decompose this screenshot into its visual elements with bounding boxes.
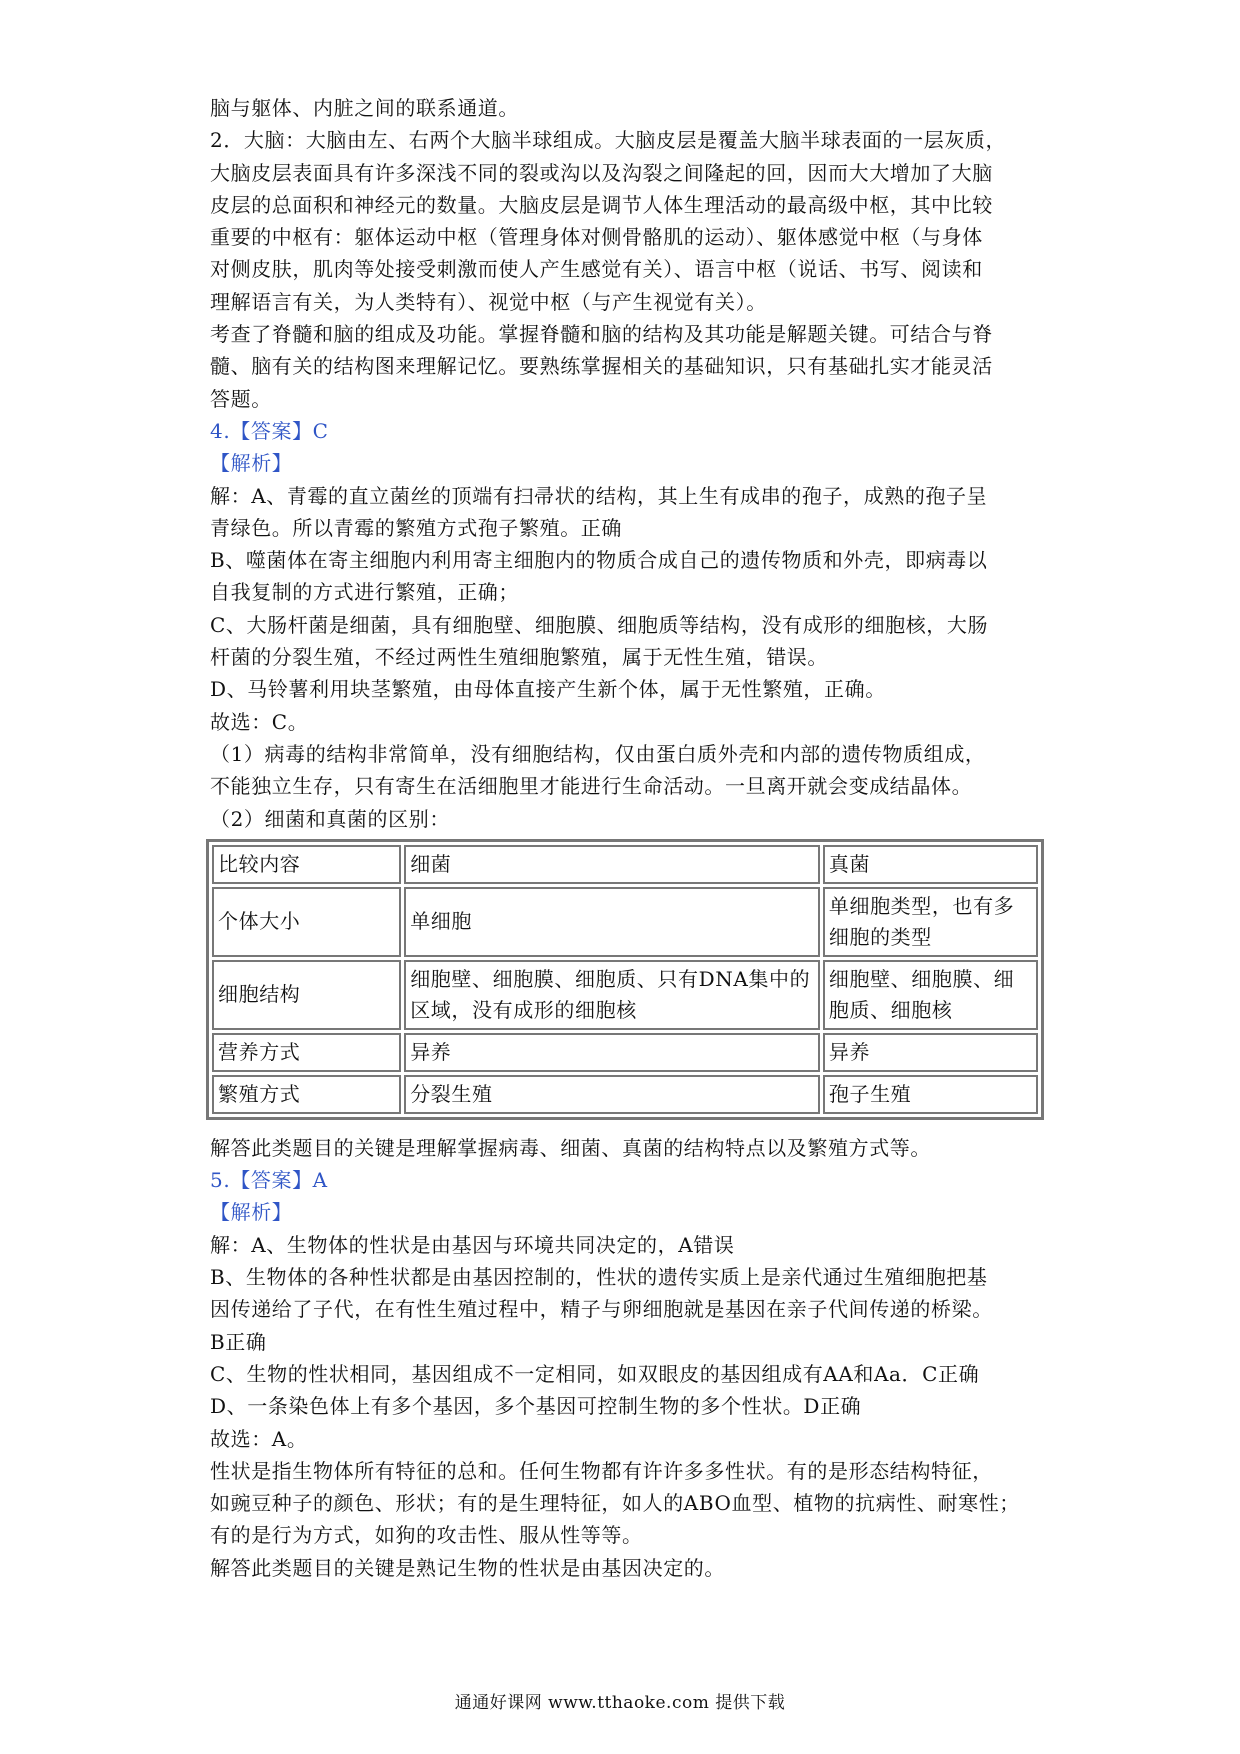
text-line: B、生物体的各种性状都是由基因控制的，性状的遗传实质上是亲代通过生殖细胞把基 (210, 1265, 988, 1290)
table-cell: 细胞结构 (212, 960, 401, 1030)
table-cell: 比较内容 (212, 845, 401, 884)
table-cell: 异养 (823, 1033, 1038, 1072)
table-cell: 真菌 (823, 845, 1038, 884)
document-body (210, 92, 1040, 1584)
text-line: （1）病毒的结构非常简单，没有细胞结构，仅由蛋白质外壳和内部的遗传物质组成， (210, 741, 986, 766)
table-cell: 孢子生殖 (823, 1075, 1038, 1114)
text-line: 性状是指生物体所有特征的总和。任何生物都有许许多多性状。有的是形态结构特征， (210, 1458, 993, 1483)
text-line: 脑与躯体、内脏之间的联系通道。 (210, 96, 519, 120)
analysis-heading: 【解析】 (210, 1200, 293, 1225)
text-line: 解：A、青霉的直立菌丝的顶端有扫帚状的结构，其上生有成串的孢子，成熟的孢子呈 (210, 483, 988, 508)
table-cell: 营养方式 (212, 1033, 401, 1072)
answer-heading: 4.【答案】C (210, 418, 329, 443)
text-line: 解答此类题目的关键是熟记生物的性状是由基因决定的。 (210, 1555, 725, 1580)
text-line: 皮层的总面积和神经元的数量。大脑皮层是调节人体生理活动的最高级中枢，其中比较 (210, 192, 993, 217)
text-line: 髓、脑有关的结构图来理解记忆。要熟练掌握相关的基础知识，只有基础扎实才能灵活 (210, 354, 993, 379)
bacteria-fungi-comparison-table (206, 839, 1044, 1120)
text-line: 自我复制的方式进行繁殖，正确； (210, 580, 519, 605)
table-row (212, 1033, 1038, 1072)
table-row (212, 960, 1038, 1030)
text-line: 理解语言有关，为人类特有）、视觉中枢（与产生视觉有关）。 (210, 289, 767, 314)
text-line: B、噬菌体在寄主细胞内利用寄主细胞内的物质合成自己的遗传物质和外壳，即病毒以 (210, 548, 988, 573)
table-cell: 细胞壁、细胞膜、细胞质、只有DNA集中的区域，没有成形的细胞核 (404, 960, 820, 1030)
table-row (212, 887, 1038, 957)
analysis-heading: 【解析】 (210, 451, 293, 476)
page-footer: 通通好课网 www.tthaoke.com 提供下载 (454, 1693, 786, 1713)
text-line: B正确 (210, 1329, 267, 1354)
text-line: C、大肠杆菌是细菌，具有细胞壁、细胞膜、细胞质等结构，没有成形的细胞核，大肠 (210, 612, 989, 637)
table-cell: 分裂生殖 (404, 1075, 820, 1114)
table-row (212, 845, 1038, 884)
question-4 (210, 415, 1040, 1164)
table-cell: 细胞壁、细胞膜、细胞质、细胞核 (823, 960, 1038, 1030)
paragraph-brain (210, 92, 1040, 415)
text-line: 答题。 (210, 386, 272, 411)
text-line: 解答此类题目的关键是理解掌握病毒、细菌、真菌的结构特点以及繁殖方式等。 (210, 1135, 931, 1160)
question-5 (210, 1164, 1040, 1584)
table-cell: 单细胞类型，也有多细胞的类型 (823, 887, 1038, 957)
text-line: C、生物的性状相同，基因组成不一定相同，如双眼皮的基因组成有AA和Aa．C正确 (210, 1361, 980, 1386)
text-line: 如豌豆种子的颜色、形状；有的是生理特征，如人的ABO血型、植物的抗病性、耐寒性； (210, 1491, 1020, 1516)
text-line: （2）细菌和真菌的区别： (210, 806, 450, 831)
text-line: 解：A、生物体的性状是由基因与环境共同决定的，A错误 (210, 1232, 735, 1257)
text-line: 有的是行为方式，如狗的攻击性、服从性等等。 (210, 1523, 643, 1548)
text-line: 不能独立生存，只有寄生在活细胞里才能进行生命活动。一旦离开就会变成结晶体。 (210, 774, 973, 799)
text-line: 重要的中枢有：躯体运动中枢（管理身体对侧骨骼肌的运动）、躯体感觉中枢（与身体 (210, 225, 983, 250)
text-line: 对侧皮肤，肌肉等处接受刺激而使人产生感觉有关）、语言中枢（说话、书写、阅读和 (210, 257, 983, 282)
table-cell: 个体大小 (212, 887, 401, 957)
table-cell: 异养 (404, 1033, 820, 1072)
text-line: 故选：A。 (210, 1426, 308, 1451)
text-line: 故选：C。 (210, 709, 309, 734)
table-cell: 繁殖方式 (212, 1075, 401, 1114)
text-line: D、马铃薯利用块茎繁殖，由母体直接产生新个体，属于无性繁殖，正确。 (210, 677, 886, 702)
table-cell: 细菌 (404, 845, 820, 884)
text-line: 大脑皮层表面具有许多深浅不同的裂或沟以及沟裂之间隆起的回，因而大大增加了大脑 (210, 160, 993, 185)
text-line: 考查了脊髓和脑的组成及功能。掌握脊髓和脑的结构及其功能是解题关键。可结合与脊 (210, 322, 993, 347)
text-line: 青绿色。所以青霉的繁殖方式孢子繁殖。正确 (210, 515, 622, 540)
table-row (212, 1075, 1038, 1114)
table-cell: 单细胞 (404, 887, 820, 957)
answer-heading: 5.【答案】A (210, 1168, 328, 1193)
text-line: 2．大脑：大脑由左、右两个大脑半球组成。大脑皮层是覆盖大脑半球表面的一层灰质， (210, 128, 1007, 153)
text-line: D、一条染色体上有多个基因，多个基因可控制生物的多个性状。D正确 (210, 1394, 862, 1419)
text-line: 杆菌的分裂生殖，不经过两性生殖细胞繁殖，属于无性生殖，错误。 (210, 645, 828, 670)
text-line: 因传递给了子代，在有性生殖过程中，精子与卵细胞就是基因在亲子代间传递的桥梁。 (210, 1297, 993, 1322)
